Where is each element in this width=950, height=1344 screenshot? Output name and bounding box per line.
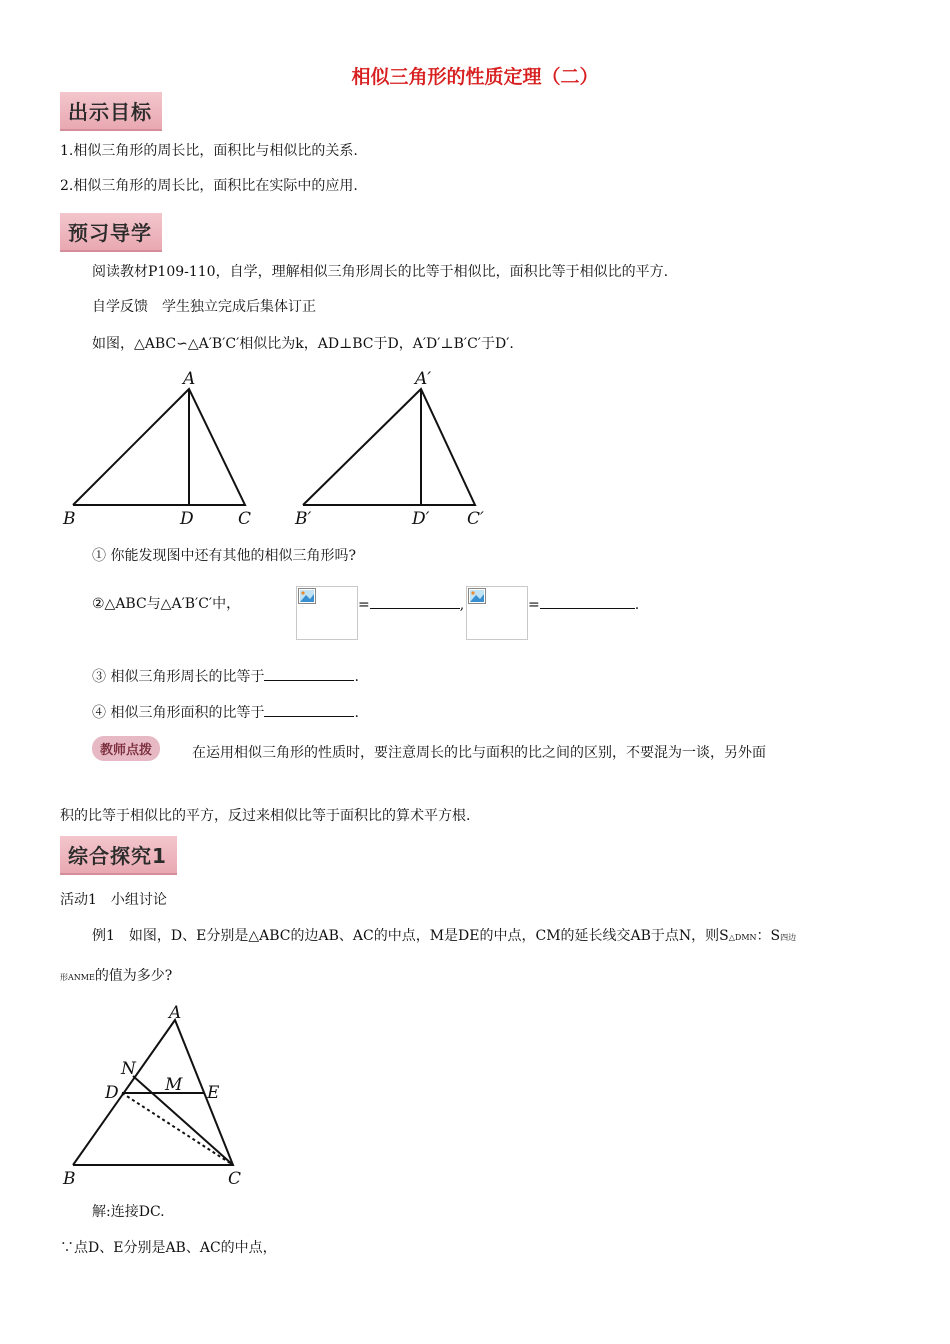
preview-paragraph-2: 自学反馈 学生独立完成后集体订正	[92, 299, 316, 315]
label-e: E	[207, 1083, 220, 1103]
label-c: C	[238, 509, 252, 529]
teacher-tip-text-1: 在运用相似三角形的性质时，要注意周长的比与面积的比之间的区别，不要混为一谈，另外面	[192, 745, 766, 761]
label-d-prime: D′	[412, 509, 430, 529]
example-1-line-2: 形ANME的值为多少?	[60, 968, 173, 984]
label-b: B	[63, 509, 76, 529]
label-c-prime: C′	[467, 509, 484, 529]
solution-line-1: 解:连接DC.	[92, 1204, 165, 1220]
teacher-tip-text-2: 积的比等于相似比的平方，反过来相似比等于面积比的算术平方根.	[60, 808, 471, 824]
label-d: D	[105, 1083, 119, 1103]
solution-line-2: ∵点D、E分别是AB、AC的中点，	[60, 1240, 277, 1256]
preview-paragraph-3: 如图，△ABC∽△A′B′C′相似比为k，AD⊥BC于D，A′D′⊥B′C′于D′.	[92, 336, 514, 352]
page-title: 相似三角形的性质定理（二）	[351, 66, 599, 88]
example-1-line-1: 例1 如图，D、E分别是△ABC的边AB、AC的中点，M是DE的中点，CM的延长线交AB于点N，则S△DMN：S四边	[92, 928, 797, 944]
question-2-prefix: ②△ABC与△A′B′C′中，	[92, 596, 241, 612]
label-a: A	[183, 369, 196, 389]
activity-title: 活动1 小组讨论	[60, 892, 167, 908]
section-tag-goals: 出示目标	[60, 92, 162, 131]
label-c: C	[228, 1169, 242, 1189]
label-b-prime: B′	[295, 509, 312, 529]
blank-answer-1: = ,	[358, 594, 464, 615]
goal-item-1: 1.相似三角形的周长比，面积比与相似比的关系.	[60, 143, 358, 159]
triangle-a-prime-b-prime-c-prime	[294, 369, 484, 529]
broken-image-icon	[468, 588, 486, 604]
blank-answer-2: = .	[528, 594, 639, 615]
label-a-prime: A′	[415, 369, 432, 389]
question-3: ③ 相似三角形周长的比等于 .	[92, 666, 359, 687]
example-triangle-figure	[55, 1000, 265, 1190]
question-1: ① 你能发现图中还有其他的相似三角形吗?	[92, 548, 356, 564]
section-tag-explore: 综合探究1	[60, 836, 177, 875]
question-4: ④ 相似三角形面积的比等于 .	[92, 702, 359, 723]
label-m: M	[165, 1075, 183, 1095]
label-a: A	[169, 1003, 182, 1023]
label-d: D	[180, 509, 194, 529]
broken-image-icon	[298, 588, 316, 604]
similar-triangles-figure	[55, 362, 505, 532]
triangle-abc	[62, 369, 251, 529]
teacher-tip-badge: 教师点拨	[92, 736, 160, 761]
section-tag-preview: 预习导学	[60, 213, 162, 252]
formula-image-placeholder-1	[296, 586, 358, 640]
label-n: N	[121, 1059, 136, 1079]
preview-paragraph-1: 阅读教材P109-110，自学，理解相似三角形周长的比等于相似比，面积比等于相似比的平方.	[92, 264, 669, 280]
formula-image-placeholder-2	[466, 586, 528, 640]
label-b: B	[63, 1169, 76, 1189]
goal-item-2: 2.相似三角形的周长比，面积比在实际中的应用.	[60, 178, 358, 194]
